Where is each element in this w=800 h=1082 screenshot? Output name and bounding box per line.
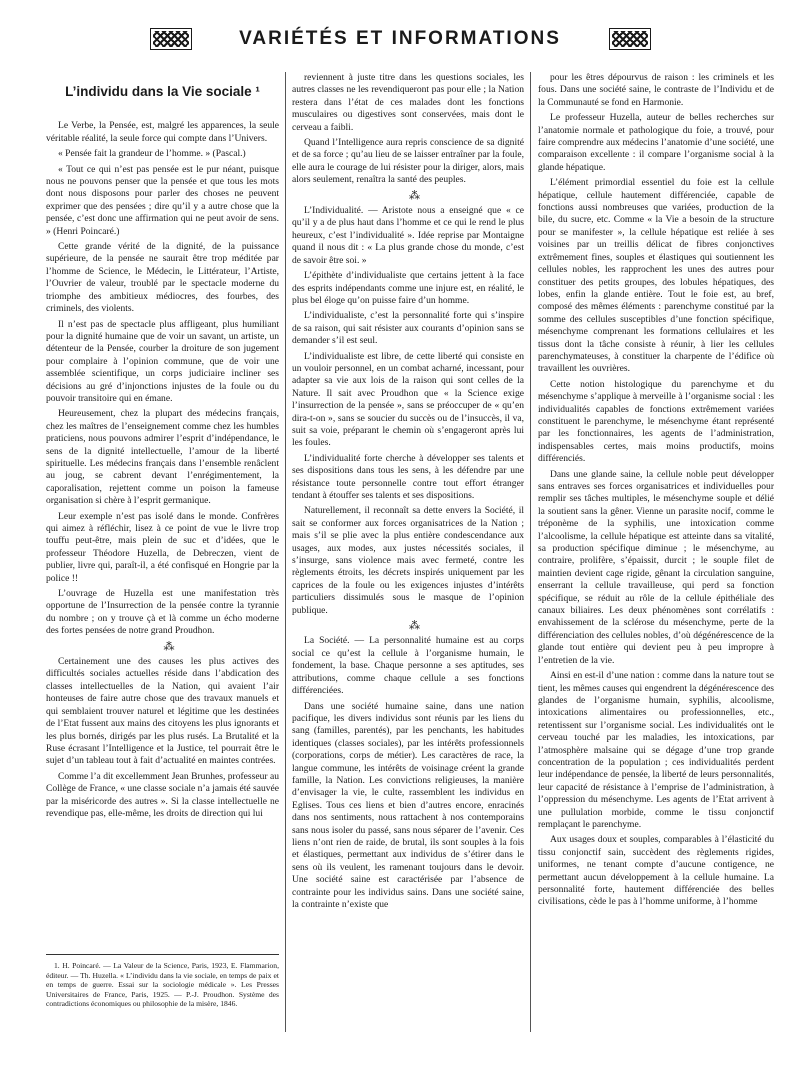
paragraph: L’élément primordial essentiel du foie est la cellule hépatique, cellule hautement différenciée, capable de fonctions aussi nombreuses que variées, production de la bile, du sucre, etc. Comme « la Vie a besoin de la structure pour se manifester », la cellule hépatique est reliée à ses voisines par un treillis délicat de fibres conjonctives extrêmement fines, souples et élastiques qui soutiennent les cellules nobles, les rapprochent les unes des autres pour constituer des petits groupes, des lobules hépatiques, des lobes, enfin la glande entière. Tout le foie est, au bref, composé des mêmes éléments : parenchyme constitué par la somme des cellules susceptibles d’une fonction spécifique, mésenchyme comprenant les formations cellulaires et les tissus dont la tâche consiste à réunir, à lier les cellules parenchymateuses, à constituer la charpente de l’édifice où travaillent les ouvrières. [538,177,774,375]
section-separator: ⁂ [409,189,419,202]
paragraph: Cette notion histologique du parenchyme et du mésenchyme s’applique à merveille à l’organisme social : les individualités capables de fonctions extrêmement variées constituent le parenchyme, le mésenchyme étant représenté par les fonctionnaires, les agents de l’administration, indispensables certes, mais moins productifs, moins différenciés. [538,378,774,465]
paragraph: Il n’est pas de spectacle plus affligeant, plus humiliant pour la dignité humaine que de voir un savant, un artiste, un détenteur de la Pensée, courber la droiture de son jugement pour complaire à l’opinion commune, que de voir une assemblée scientifique, un corps judiciaire incliner ses décisions au gré d’injonctions injustes de la foule ou du pouvoir transitoire qui en émane. [46,318,279,404]
section-header [0,28,800,52]
paragraph: Cette grande vérité de la dignité, de la puissance supérieure, de la pensée ne saurait être trop méditée par l’homme de Science, le Médecin, le Littérateur, l’Artiste, l’Ouvrier de valeur, troublé par le spectacle moderne du triomphe des ambitieux médiocres, des fourbes, des criminels, des violents. [46,241,279,315]
ornament-right-icon [609,28,651,50]
section-separator: ⁂ [409,620,419,633]
paragraph: pour les êtres dépourvus de raison : les criminels et les fous. Dans une société saine, le contraste de l’Individu et de la Communauté se fond en Harmonie. [538,72,774,108]
paragraph: Dans une glande saine, la cellule noble peut développer sans entraves ses forces organisatrices et individuelles pour remplir ses tâches multiples, le mésenchyme souple et délié la soutient sans la gêner. Vienne un parasite nocif, comme le tréponème de la syphilis, une intoxication comme l’alcoolisme, la cellule hépatique est atteinte dans sa vitalité, sa production spécifique diminue ; le mésenchyme, au contraire, prolifère, s’épaissit, durcit ; le souple filet de maintien devient cage rigide, gênant la circulation sanguine, enserrant la cellule travailleuse, qui perd sa fonction spécifique, se réduit au rôle de la cellule épithéliale des canaux biliaires. Les deux phénomènes sont corrélatifs : envahissement de la sclérose du mésenchyme, perte de la différenciation des cellules nobles, d’où dégénérescence de la glande tout entière qui devient peu à peu impropre à l’entretien de la vie. [538,468,774,666]
section-separator: ⁂ [163,640,174,653]
quote-pascal: « Pensée fait la grandeur de l’homme. » (Pascal.) [58,148,246,160]
paragraph: L’individualiste, c’est la personnalité forte qui s’inspire de sa raison, qui sait résister aux courants d’opinion sans se demander s’il est seul. [292,310,524,347]
paragraph-individualite: L’Individualité. — Aristote nous a enseigné que « ce qu’il y a de plus haut dans l’homme et ce qui le rend le plus heureux, c’est l’individualité ». Idée reprise par Montaigne quand il nous dit : « La plus grande chose du monde, c’est de savoir être soi. » [292,205,524,266]
paragraph: Comme l’a dit excellemment Jean Brunhes, professeur au Collège de France, « une classe sociale n’a jamais été sauvée par la miséricorde des autres ». Si la classe intellectuelle ne revendique pas, elle-même, les droits de direction qui lui [46,770,280,819]
paragraph: L’individualité forte cherche à développer ses talents et ses dispositions dans tous les sens, à les défendre par une résistance toute personnelle contre tout effort étranger tendant à étouffer ses talents et ses dispositions. [292,452,524,501]
paragraph: L’individualiste est libre, de cette liberté qui consiste en un vouloir personnel, en un combat acharné, incessant, pour adapter sa vie aux lois de la raison qui sont celles de la Nature. Il sait avec Proudhon que « la Science exige l’insurrection de la pensée », sans se préoccuper de « qu’en dira-t-on », sans se soucier du succès ou de l’insuccès, il va, suit sa voie, préparant le chemin où s’engageront après lui les foules. [292,350,524,449]
paragraph: Dans une société humaine saine, dans une nation pacifique, les divers individus sont réunis par les liens du sang (familles, parentés), par les penchants, les habitudes identiques (classes sociales), par les intérêts professionnels (corporations, corps de métier). Les caractères de race, la langue commune, les intérêts de voisinage créent la grande famille, la Nation. Les convictions religieuses, la manière d’envisager la vie, le culte, rassemblent les individus en Eglises. Tous ces liens et bien d’autres encore, enracinés dans nos sentiments, nous rattachent à nos contemporains sans nous isoler du passé, sans nous séparer de l’avenir. Ces liens n’ont rien de raide, de brutal, ils sont souples à la fois et élastiques, permettant aux individus de s’étirer dans le sens où ils veulent, les ramenant toujours dans le devoir. Une société saine est caractérisée par l’absence de contrainte pour les individus sains. Dans une société saine, la contrainte n’existe que [292,700,524,910]
column-divider [530,72,531,1032]
column-3 [538,72,774,912]
quote-poincare: « Tout ce qui n’est pas pensée est le pur néant, puisque nous ne pouvons penser que la pensée et que tous les mots dont nous disposons pour parler des choses ne peuvent exprimer que des pensées ; dire qu’il y a autre chose que la pensée, c’est donc une affirmation qui ne peut avoir de sens. » (Henri Poincaré.) [46,163,279,237]
paragraph: Quand l’Intelligence aura repris conscience de sa dignité et de sa force ; qu’au lieu de se laisser entraîner par la foule, elle aura le courage de lui résister pour la diriger, alors, mais alors seulement, renaîtra la santé des peuples. [292,137,524,186]
paragraph: Le professeur Huzella, auteur de belles recherches sur l’anatomie normale et pathologique du foie, a trouvé, pour faire comprendre aux médecins l’anatomie d’une société, une comparaison excellente : il compare l’organisme social à la glande hépatique. [538,112,774,173]
column-divider [285,72,286,1032]
paragraph: L’ouvrage de Huzella est une manifestation très opportune de l’Insurrection de la pensée contre la tyrannie du nombre ; on y trouve çà et là comme un écho moderne des fortes pensées de notre grand Proudhon. [46,588,279,637]
paragraph: L’épithète d’individualiste que certains jettent à la face des esprits indépendants comme une injure est, en réalité, le plus bel éloge qu’on puisse faire d’un homme. [292,270,524,306]
footnotes [46,954,279,1010]
paragraph: Le Verbe, la Pensée, est, malgré les apparences, la seule véritable réalité, la seule force qui compte dans l’Univers. [46,120,279,144]
column-2 [292,72,524,914]
paragraph-societe: La Société. — La personnalité humaine est au corps social ce qu’est la cellule à l’organisme humain, le fondement, la base. Chaque personne a ses aptitudes, ses attributions, comme chaque cellule a ses fonctions différenciées. [292,635,524,697]
paragraph: reviennent à juste titre dans les questions sociales, les autres classes ne les revendiqueront pas pour elle ; la Nation restera dans l’état de ces malades dont les fonctions musculaires ou digestives sont conservées, mais dont le cerveau a faibli. [292,72,524,133]
paragraph: Aux usages doux et souples, comparables à l’élasticité du tissu conjonctif sain, succèdent des règlements rigides, uniformes, ne tenant compte d’aucune contigence, ne permettant aucun développement à la cellule humaine. La personnalité forte, hautement différenciée des belles civilisations, cède le pas à l’homme uniforme, à l’homme [538,834,774,908]
section-title: VARIÉTÉS ET INFORMATIONS [239,28,561,49]
paragraph: Leur exemple n’est pas isolé dans le monde. Confrères qui aimez à réfléchir, lisez à ce point de vue le livre trop touffu peut-être, mais plein de suc et d’idées, que le professeur Théodore Huzella, de Debreczen, vient de publier, livre qui, paraît-il, a été confisqué en Hongrie par la police !! [46,510,279,584]
footnote: 1. H. Poincaré. — La Valeur de la Science, Paris, 1923, E. Flammarion, éditeur. — Th. Huzella. « L’individu dans la vie sociale, en temps de paix et en temps de guerre. Essai sur la sociologie médicale ». Les Presses Universitaires de France, Paris, 1925. — P.-J. Proudhon. Système des contradictions économiques ou philosophie de la misère, 1846. [46,961,279,1009]
paragraph: Ainsi en est-il d’une nation : comme dans la nature tout se tient, les mêmes causes qui engendrent la dégénérescence des glandes de l’organisme humain, syphilis, alcoolisme, intoxications alimentaires ou professionnelles, etc., retentissent sur l’organisme social. Les individualités ont le cerveau touché par les maladies, les intoxications, par l’atmosphère malsaine qui se dégage d’une trop grande concentration de la population ; ces individualités perdent leur indépendance de pensée, la liberté de leurs personnalités, leur capacité de résistance à l’emprise de l’administration, à l’oppression du mésenchyme. Les agents de l’Etat arrivent à une pullulation morbide, comme le tissu conjonctif remplaçant le parenchyme. [538,670,774,830]
paragraph: Naturellement, il reconnaît sa dette envers la Société, il sait se conformer aux forces organisatrices de la Nation ; mais s’il se plie avec la plus entière condescendance aux usages, aux modes, aux justes nécessités sociales, il s’insurge, sans violence mais avec fermeté, contre les règlements étroits, les décrets inspirés uniquement par les caprices de la foule ou les exigences injustes d’intérêts particuliers dissimulés sous le masque de l’opinion publique. [292,505,524,616]
paragraph: Certainement une des causes les plus actives des difficultés sociales actuelles réside dans l’abdication des classes intellectuelles de la Nation, qui avaient l’air honteuses de faire autre chose que des travaux manuels et qui semblaient trouver naturel et légitime que les destinées de l’Etat fussent aux mains des citoyens les plus ignorants et les plus bornés, dirigés par les plus rusés. La Brutalité et la Ruse écrasant l’Intelligence et la Justice, tel pourrait être le sujet d’un tableau tout à fait d’actualité en maintes contrées. [46,656,279,767]
article-title: L’individu dans la Vie sociale ¹ [65,84,260,99]
paragraph: Heureusement, chez la plupart des médecins français, chez les maîtres de l’enseignement comme chez les humbles praticiens, nous pouvons admirer l’esprit d’indépendance, le sens de la dignité intellectuelle, l’amour de la liberté spirituelle. Les médecins français dans l’ensemble renâclent au joug, se cabrent devant l’enrégimentement, la caporalisation, rejettent comme un poison la fameuse organisation si chère à l’esprit germanique. [46,408,279,507]
column-1 [46,74,279,823]
